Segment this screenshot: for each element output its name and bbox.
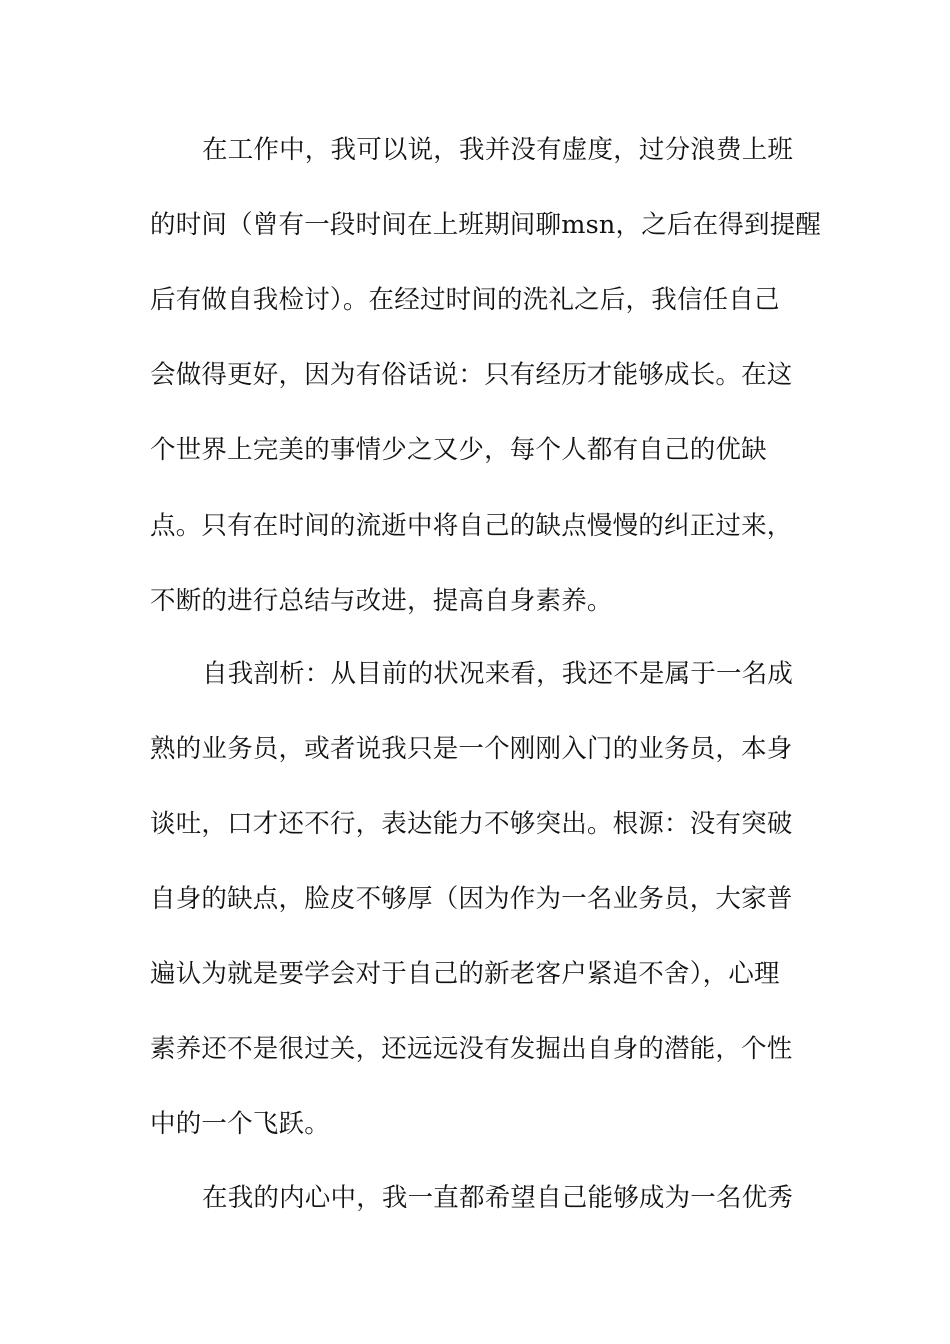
- paragraph-1-line-2: 的时间（曾有一段时间在上班期间聊msn，之后在得到提醒: [150, 210, 822, 240]
- paragraph-2-line-5: 遍认为就是要学会对于自己的新老客户紧追不舍），心理: [150, 959, 780, 989]
- paragraph-2-line-2: 熟的业务员，或者说我只是一个刚刚入门的业务员，本身: [150, 734, 793, 764]
- paragraph-1-line-7: 不断的进行总结与改进，提高自身素养。: [150, 586, 613, 616]
- paragraph-1-line-3: 后有做自我检讨）。在经过时间的洗礼之后，我信任自己: [150, 285, 780, 315]
- paragraph-1-line-1: 在工作中，我可以说，我并没有虚度，过分浪费上班: [202, 135, 794, 165]
- paragraph-2-line-3: 谈吐，口才还不行，表达能力不够突出。根源：没有突破: [150, 809, 793, 839]
- paragraph-2-line-4: 自身的缺点，脸皮不够厚（因为作为一名业务员，大家普: [150, 884, 793, 914]
- paragraph-1-line-6: 点。只有在时间的流逝中将自己的缺点慢慢的纠正过来，: [150, 511, 793, 541]
- paragraph-1-line-5: 个世界上完美的事情少之又少，每个人都有自己的优缺: [150, 435, 767, 465]
- paragraph-2-line-1: 自我剖析：从目前的状况来看，我还不是属于一名成: [202, 659, 794, 689]
- paragraph-2-line-7: 中的一个飞跃。: [150, 1109, 330, 1139]
- paragraph-2-line-6: 素养还不是很过关，还远远没有发掘出自身的潜能，个性: [150, 1034, 793, 1064]
- paragraph-3-line-1: 在我的内心中，我一直都希望自己能够成为一名优秀: [202, 1183, 794, 1213]
- paragraph-1-line-4: 会做得更好，因为有俗话说：只有经历才能够成长。在这: [150, 360, 793, 390]
